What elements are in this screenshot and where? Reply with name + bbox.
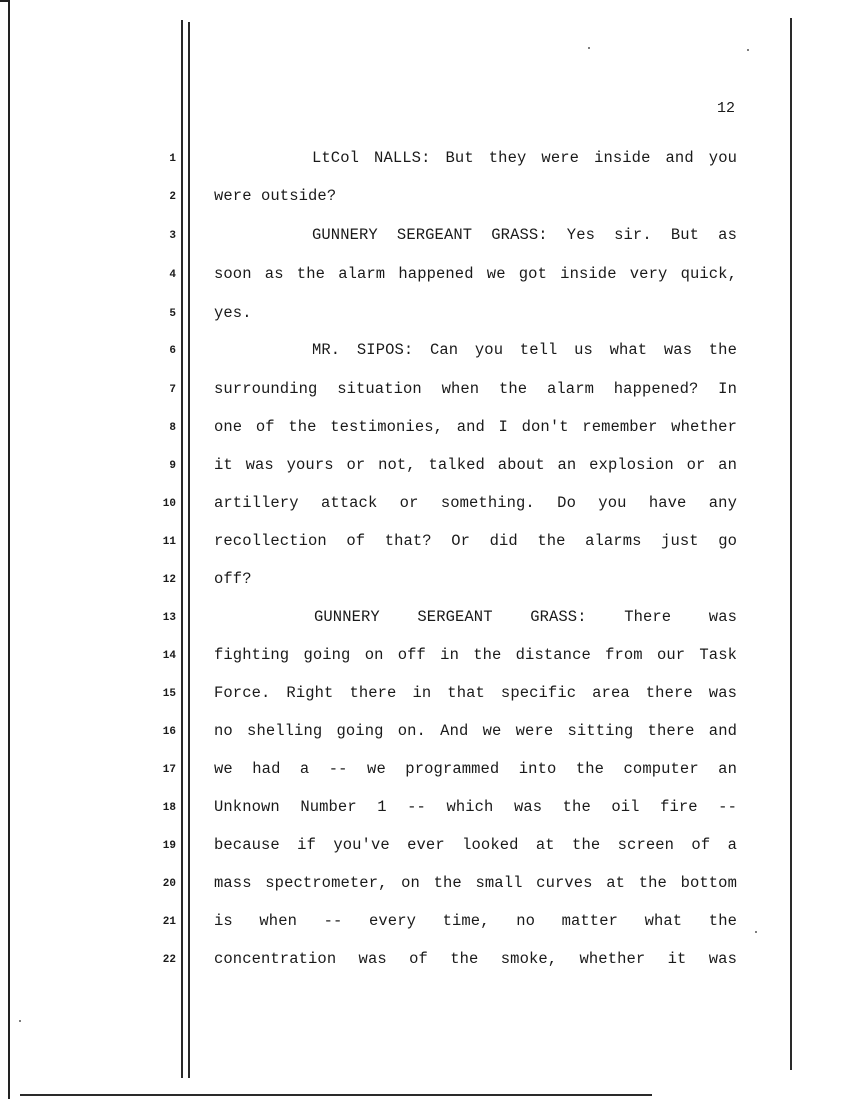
transcript-line: GUNNERY SERGEANT GRASS: Yes sir. But as <box>312 226 737 244</box>
page-number: 12 <box>716 100 735 117</box>
transcript-line: LtCol NALLS: But they were inside and you <box>312 149 737 167</box>
transcript-line: surrounding situation when the alarm happened? In <box>214 380 737 398</box>
margin-rule-outer <box>181 20 183 1078</box>
transcript-line: Unknown Number 1 -- which was the oil fire -- <box>214 798 737 816</box>
line-number: 14 <box>162 650 176 662</box>
transcript-line: fighting going on off in the distance from our Task <box>214 646 737 664</box>
scan-speck <box>755 931 757 933</box>
transcript-line: recollection of that? Or did the alarms just go <box>214 532 737 550</box>
line-number: 3 <box>169 230 176 242</box>
transcript-line: is when -- every time, no matter what the <box>214 912 737 930</box>
line-number: 17 <box>162 764 176 776</box>
line-number: 21 <box>162 916 176 928</box>
line-number: 12 <box>162 574 176 586</box>
line-number: 15 <box>162 688 176 700</box>
line-number: 10 <box>162 498 176 510</box>
line-number: 20 <box>162 878 176 890</box>
scan-speck <box>19 1020 21 1022</box>
transcript-line: MR. SIPOS: Can you tell us what was the <box>312 341 737 359</box>
line-number: 8 <box>169 422 176 434</box>
line-number: 16 <box>162 726 176 738</box>
line-number: 11 <box>162 536 176 548</box>
transcript-line: were outside? <box>214 187 337 205</box>
transcript-line: Force. Right there in that specific area there was <box>214 684 737 702</box>
transcript-line: we had a -- we programmed into the computer an <box>214 760 737 778</box>
line-number: 1 <box>169 153 176 165</box>
transcript-line: because if you've ever looked at the screen of a <box>214 836 737 854</box>
transcript-line: yes. <box>214 304 252 322</box>
line-number: 19 <box>162 840 176 852</box>
line-number: 18 <box>162 802 176 814</box>
line-number: 5 <box>169 308 176 320</box>
transcript-line: soon as the alarm happened we got inside very quick, <box>214 265 737 283</box>
transcript-line: concentration was of the smoke, whether it was <box>214 950 737 968</box>
transcript-line: artillery attack or something. Do you have any <box>214 494 737 512</box>
line-number: 9 <box>169 460 176 472</box>
line-number: 7 <box>169 384 176 396</box>
line-number: 13 <box>162 612 176 624</box>
transcript-line: GUNNERY SERGEANT GRASS: There was <box>314 608 737 626</box>
page-edge-left <box>8 0 10 1099</box>
bottom-rule <box>20 1094 652 1096</box>
transcript-line: one of the testimonies, and I don't remember whether <box>214 418 737 436</box>
scan-speck <box>588 47 590 49</box>
transcript-line: it was yours or not, talked about an explosion or an <box>214 456 737 474</box>
transcript-line: off? <box>214 570 252 588</box>
line-number: 22 <box>162 954 176 966</box>
transcript-line: mass spectrometer, on the small curves at the bottom <box>214 874 737 892</box>
margin-rule-right <box>790 18 792 1070</box>
line-number: 4 <box>169 269 176 281</box>
scan-speck <box>747 49 749 51</box>
line-number: 6 <box>169 345 176 357</box>
page-edge-tick <box>0 0 10 2</box>
margin-rule-inner <box>188 22 190 1078</box>
line-number: 2 <box>169 191 176 203</box>
transcript-line: no shelling going on. And we were sitting there and <box>214 722 737 740</box>
